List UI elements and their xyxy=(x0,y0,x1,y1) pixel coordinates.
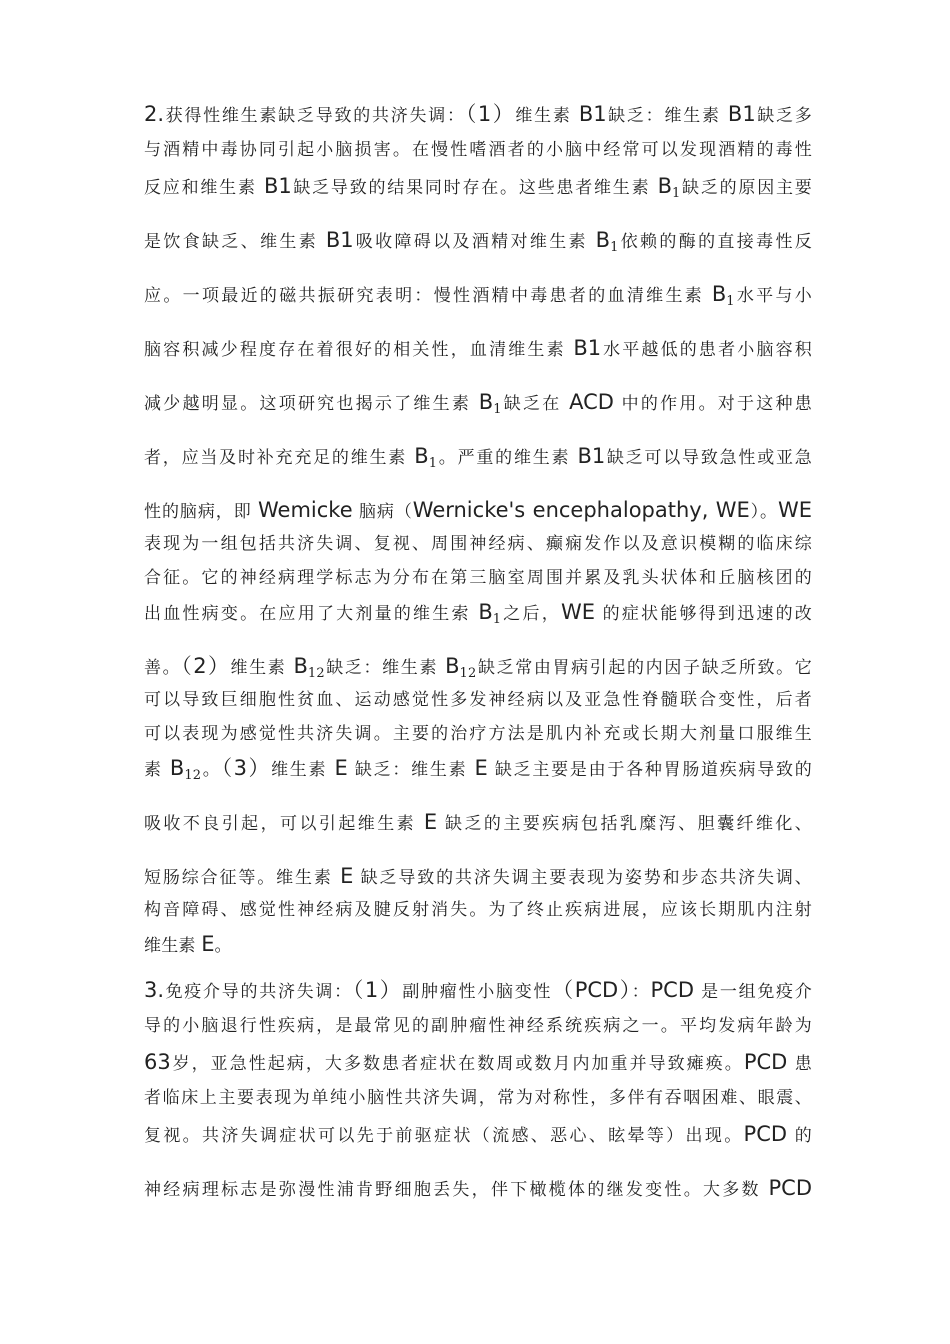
text-segment: WE xyxy=(560,600,595,624)
text-segment: 缺乏：维生素 xyxy=(324,658,446,678)
text-segment: B xyxy=(711,282,727,306)
text-segment: Wemicke xyxy=(257,498,353,522)
text-segment: E xyxy=(334,756,348,780)
text-segment: 岁，亚急性起病，大多数患者症状在数周或数月内加重并导致瘫痪。 xyxy=(170,1054,744,1074)
text-segment: E xyxy=(423,810,438,834)
text-segment: 表现为一组包括共济失调、复视、周围神经病、癫痫发作以及意识模糊的临床综 xyxy=(144,534,812,554)
text-segment: 脑容积减少程度存在着很好的相关性，血清维生素 xyxy=(144,340,574,360)
text-segment: B xyxy=(445,654,460,678)
text-segment: E xyxy=(474,756,488,780)
text-segment: 缺乏：维生素 xyxy=(347,760,475,780)
text-line xyxy=(144,754,812,782)
text-segment: E xyxy=(201,932,215,956)
text-segment: B xyxy=(478,390,494,414)
text-segment: 免疫介导的共济失调： xyxy=(164,982,353,1002)
text-segment: （PCD） xyxy=(552,978,632,1002)
text-segment: （2） xyxy=(181,654,231,678)
text-segment: 缺乏可以导致急性或亚急 xyxy=(605,448,812,468)
subscript: 1 xyxy=(671,186,681,201)
text-segment: 63 xyxy=(144,1050,171,1074)
text-segment: B1 xyxy=(263,174,292,198)
text-segment: B1 xyxy=(573,336,602,360)
text-segment: 缺乏的主要疾病包括乳糜泻、胆囊纤维化、 xyxy=(437,814,813,834)
text-segment: B1 xyxy=(578,102,607,126)
text-segment: 中的作用。对于这种患 xyxy=(613,394,812,414)
text-line xyxy=(144,564,812,592)
text-segment: 神经病理标志是弥漫性浦肯野细胞丢失，伴下橄榄体的继发变性。大多数 xyxy=(144,1180,769,1200)
text-segment: B1 xyxy=(325,228,354,252)
text-segment: 可以导致巨细胞性贫血、运动感觉性多发神经病以及亚急性脊髓联合变性，后者 xyxy=(144,690,812,710)
text-segment: 脑病（ xyxy=(352,502,413,522)
text-segment: PCD xyxy=(743,1122,788,1146)
text-segment: 维生素 xyxy=(144,936,202,956)
text-segment: 缺乏主要是由于各种胃肠道疾病导致的 xyxy=(487,760,812,780)
text-line xyxy=(144,280,812,308)
text-line xyxy=(144,896,812,924)
text-segment: 水平与小 xyxy=(734,286,812,306)
text-segment: 导的小脑退行性疾病，是最常见的副肿瘤性神经系统疾病之一。平均发病年龄为 xyxy=(144,1016,812,1036)
text-line xyxy=(144,1120,812,1148)
text-segment: 出血性病变。在应用了大剂量的维生索 xyxy=(144,604,479,624)
text-segment: 缺乏在 xyxy=(501,394,570,414)
text-segment: 3. xyxy=(144,978,165,1002)
text-segment: 素 xyxy=(144,760,170,780)
text-line xyxy=(144,496,812,524)
text-segment: 合征。它的神经病理学标志为分布在第三脑室周围并累及乳头状体和丘脑核团的 xyxy=(144,568,812,588)
text-line xyxy=(144,652,812,680)
text-segment: B xyxy=(414,444,429,468)
text-segment: 缺乏：维生素 xyxy=(606,106,728,126)
text-line xyxy=(144,334,812,362)
text-segment: 吸收不良引起，可以引起维生素 xyxy=(144,814,424,834)
subscript: 12 xyxy=(184,768,202,783)
text-segment: PCD xyxy=(768,1176,812,1200)
text-segment: 是饮食缺乏、维生素 xyxy=(144,232,326,252)
subscript: 1 xyxy=(493,402,502,417)
subscript: 1 xyxy=(610,240,619,255)
text-segment: 可以表现为感觉性共济失调。主要的治疗方法是肌内补充或长期大剂量口服维生 xyxy=(144,724,812,744)
text-segment: 者临床上主要表现为单纯小脑性共济失调，常为对称性，多伴有吞咽困难、眼震、 xyxy=(144,1088,812,1108)
text-segment: 的 xyxy=(787,1126,812,1146)
text-segment: 副肿瘤性小脑变性 xyxy=(402,982,553,1002)
text-segment: 患 xyxy=(787,1054,812,1074)
text-segment: 与酒精中毒协同引起小脑损害。在慢性嗜酒者的小脑中经常可以发现酒精的毒性 xyxy=(144,140,812,160)
subscript: 1 xyxy=(492,612,502,627)
paragraph xyxy=(144,976,812,1202)
text-segment: B xyxy=(478,600,493,624)
text-segment: B xyxy=(293,654,308,678)
text-segment: Wernicke's encephalopathy, WE xyxy=(412,498,750,522)
text-line xyxy=(144,136,812,164)
text-segment: B xyxy=(169,756,185,780)
text-segment: 缺乏的原因主要 xyxy=(680,178,813,198)
document-body xyxy=(144,100,812,1210)
text-segment: WE xyxy=(777,498,812,522)
text-segment: 缺乏多 xyxy=(755,106,812,126)
text-segment: 善。 xyxy=(144,658,182,678)
text-segment: 的症状能够得到迅速的改 xyxy=(594,604,812,624)
text-segment: 缺乏导致的结果同时存在。这些患者维生素 xyxy=(291,178,658,198)
text-segment: 是一组免疫介 xyxy=(694,982,812,1002)
text-line xyxy=(144,1048,812,1076)
text-line xyxy=(144,1012,812,1040)
text-line xyxy=(144,530,812,558)
text-line xyxy=(144,976,812,1004)
text-segment: 吸收障碍以及酒精对维生素 xyxy=(353,232,596,252)
text-line xyxy=(144,930,812,958)
text-segment: 水平越低的患者小脑容积 xyxy=(601,340,812,360)
text-line xyxy=(144,100,812,128)
text-segment: 短肠综合征等。维生素 xyxy=(144,868,341,888)
text-line xyxy=(144,388,812,416)
subscript: 12 xyxy=(459,666,477,681)
text-segment: ACD xyxy=(569,390,614,414)
text-segment: 获得性维生素缺乏导致的共济失调： xyxy=(164,106,466,126)
text-segment: 构音障碍、感觉性神经病及腱反射消失。为了终止疾病进展，应该长期肌内注射 xyxy=(144,900,812,920)
text-segment: 复视。共济失调症状可以先于前驱症状（流感、恶心、眩晕等）出现。 xyxy=(144,1126,744,1146)
text-segment: （1） xyxy=(352,978,403,1002)
text-segment: 维生素 xyxy=(515,106,579,126)
paragraph xyxy=(144,100,812,958)
subscript: 12 xyxy=(307,666,325,681)
text-segment: 维生素 xyxy=(271,760,335,780)
text-segment: 应。一项最近的磁共振研究表明：慢性酒精中毒患者的血清维生素 xyxy=(144,286,712,306)
text-segment: B xyxy=(595,228,611,252)
text-segment: （1） xyxy=(465,102,516,126)
text-segment: 缺乏导致的共济失调主要表现为姿势和步态共济失调、 xyxy=(353,868,812,888)
text-line xyxy=(144,686,812,714)
text-segment: 性的脑病，即 xyxy=(144,502,258,522)
text-line xyxy=(144,808,812,836)
subscript: 1 xyxy=(726,294,735,309)
text-segment: B1 xyxy=(577,444,606,468)
text-segment: PCD xyxy=(743,1050,788,1074)
text-line xyxy=(144,172,812,200)
text-segment: E xyxy=(340,864,354,888)
text-segment: 减少越明显。这项研究也揭示了维生素 xyxy=(144,394,479,414)
text-line xyxy=(144,720,812,748)
text-segment: 维生素 xyxy=(230,658,294,678)
text-segment: 。严重的维生素 xyxy=(437,448,578,468)
subscript: 1 xyxy=(428,456,438,471)
text-segment: 反应和维生素 xyxy=(144,178,264,198)
text-segment: ）。 xyxy=(749,502,778,522)
text-segment: ： xyxy=(631,982,651,1002)
text-segment: 2. xyxy=(144,102,165,126)
text-line xyxy=(144,862,812,890)
text-segment: 之后， xyxy=(501,604,561,624)
text-segment: 。 xyxy=(201,760,222,780)
text-line xyxy=(144,1084,812,1112)
text-line xyxy=(144,442,812,470)
text-segment: PCD xyxy=(650,978,694,1002)
text-segment: 。 xyxy=(214,936,232,956)
text-segment: B xyxy=(657,174,672,198)
text-segment: 者，应当及时补充充足的维生素 xyxy=(144,448,415,468)
text-segment: 缺乏常由胃病引起的内因子缺乏所致。它 xyxy=(476,658,812,678)
text-segment: B1 xyxy=(727,102,756,126)
text-line xyxy=(144,598,812,626)
text-segment: （3） xyxy=(221,756,272,780)
text-line xyxy=(144,1174,812,1202)
text-segment: 依赖的酶的直接毒性反 xyxy=(618,232,813,252)
text-line xyxy=(144,226,812,254)
